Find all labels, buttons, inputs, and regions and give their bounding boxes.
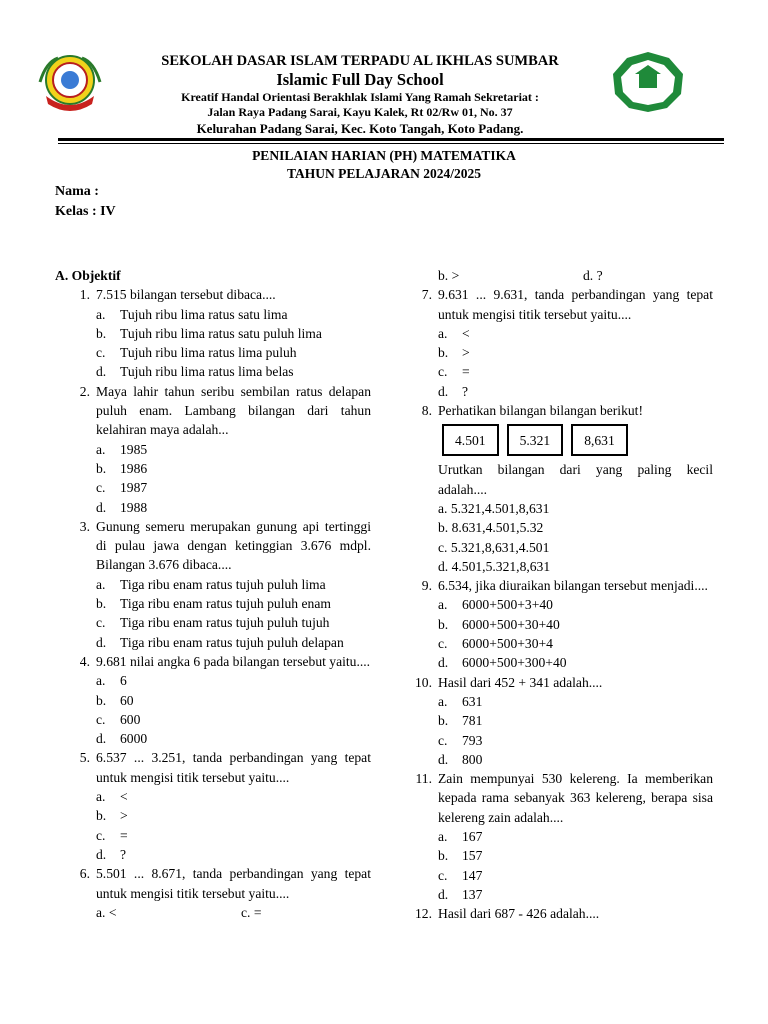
option-label: d. <box>96 634 107 650</box>
option-text: 800 <box>462 751 483 767</box>
question-number: 5. <box>79 750 90 766</box>
option-text: Tiga ribu enam ratus tujuh puluh tujuh <box>120 615 330 631</box>
question-text: Gunung semeru merupakan gunung api tertinggi di pulau jawa dengan ketinggian 3.676 mdpl. Bilangan 3.676 dibaca.... <box>96 518 371 573</box>
answer-option <box>55 671 371 690</box>
option-label: a. <box>438 693 448 709</box>
option-label: d. <box>438 886 449 902</box>
option-text: 6000 <box>120 731 148 747</box>
question-number: 12. <box>415 906 432 922</box>
question-number: 11. <box>415 771 432 787</box>
answer-option <box>55 845 371 864</box>
class-label: Kelas : IV <box>55 204 116 219</box>
answer-option <box>414 615 713 634</box>
question-9 <box>414 576 713 672</box>
option-label: c. <box>96 615 106 631</box>
option-label: a. <box>438 325 448 341</box>
option-text: 1988 <box>120 499 148 515</box>
answer-option <box>55 478 371 497</box>
question-stem <box>414 285 713 324</box>
question-number: 9. <box>421 578 432 594</box>
question-12 <box>414 904 713 923</box>
answer-option <box>414 692 713 711</box>
question-number: 3. <box>79 518 90 534</box>
number-boxes <box>414 424 713 456</box>
option-text: Tujuh ribu lima ratus lima belas <box>120 364 294 380</box>
question-text: Hasil dari 687 - 426 adalah.... <box>438 906 600 922</box>
answer-option <box>414 343 713 362</box>
option-text: 1985 <box>120 441 148 457</box>
school-logo-right <box>609 50 687 114</box>
exam-year: TAHUN PELAJARAN 2024/2025 <box>286 166 481 181</box>
answer-option <box>414 634 713 653</box>
name-label: Nama : <box>55 184 99 199</box>
option-label: b. <box>438 345 449 361</box>
question-text: Perhatikan bilangan bilangan berikut! <box>438 403 643 419</box>
option-label: c. <box>438 364 448 380</box>
option-text: < <box>120 789 128 805</box>
question-number: 8. <box>421 403 432 419</box>
header-divider-thick <box>58 138 724 141</box>
school-name: SEKOLAH DASAR ISLAM TERPADU AL IKHLAS SUMBAR <box>161 53 559 69</box>
answer-option <box>414 595 713 614</box>
question-8-instruction: Urutkan bilangan dari yang paling kecil <box>438 462 713 478</box>
option-text: = <box>462 364 470 380</box>
option-label: a. <box>96 306 106 322</box>
option-text: 137 <box>462 886 483 902</box>
left-column <box>55 266 371 922</box>
question-stem <box>55 285 371 304</box>
school-logo-left <box>36 52 104 114</box>
option-text: 631 <box>462 693 483 709</box>
answer-option <box>55 575 371 594</box>
option-label: a. <box>96 789 106 805</box>
answer-option <box>55 305 371 324</box>
option-label: c. <box>96 827 106 843</box>
number-box: 5.321 <box>507 424 564 456</box>
answer-option <box>414 846 713 865</box>
answer-option <box>55 440 371 459</box>
option-text: 60 <box>120 692 134 708</box>
school-subtitle: Islamic Full Day School <box>276 70 444 89</box>
question-stem <box>55 382 371 440</box>
question-text: Hasil dari 452 + 341 adalah.... <box>438 674 603 690</box>
option-text: 6 <box>120 673 127 689</box>
question-stem <box>414 576 713 595</box>
option-label: d. <box>438 751 449 767</box>
question-8 <box>414 401 713 420</box>
answer-option <box>55 498 371 517</box>
option-text: 6000+500+30+4 <box>462 636 553 652</box>
option-label: a. <box>438 829 448 845</box>
option-text: Tiga ribu enam ratus tujuh puluh delapan <box>120 634 344 650</box>
question-stem <box>55 517 371 575</box>
exam-title-block <box>0 147 768 183</box>
option-label: d. <box>96 499 107 515</box>
question-7 <box>414 285 713 401</box>
option-label: d. <box>96 846 107 862</box>
question-8-option: a. 5.321,4.501,8,631 <box>438 500 550 516</box>
question-stem <box>414 673 713 692</box>
option-text: ? <box>462 383 469 399</box>
option-text: 781 <box>462 713 483 729</box>
answer-option <box>414 362 713 381</box>
question-stem <box>55 864 371 903</box>
answer-option <box>55 710 371 729</box>
option-label: b. <box>96 460 107 476</box>
question-text: 5.501 ... 8.671, tanda perbandingan yang tepat untuk mengisi titik tersebut yaitu.... <box>96 866 371 901</box>
answer-option <box>55 613 371 632</box>
answer-option <box>414 731 713 750</box>
section-title: A. Objektif <box>55 268 121 283</box>
question-text: 6.534, jika diuraikan bilangan tersebut menjadi.... <box>438 578 708 594</box>
right-column <box>414 266 713 924</box>
question-8-option: c. 5.321,8,631,4.501 <box>438 539 550 555</box>
letterhead <box>0 0 768 150</box>
option-label: d. <box>438 655 449 671</box>
answer-option <box>414 750 713 769</box>
question-text: Zain mempunyai 530 kelereng. Ia memberikan kepada rama sebanyak 363 kelereng, berapa sisa kelereng zain adalah.... <box>438 771 713 825</box>
option-text: 157 <box>462 848 483 864</box>
question-8-option: d. 4.501,5.321,8,631 <box>438 558 551 574</box>
answer-option <box>414 711 713 730</box>
option-label: c. <box>438 732 448 748</box>
question-text: 6.537 ... 3.251, tanda perbandingan yang tepat untuk mengisi titik tersebut yaitu.... <box>96 750 371 785</box>
question-stem <box>55 748 371 787</box>
question-11 <box>414 769 713 904</box>
question-8-instruction-2: adalah.... <box>438 481 488 497</box>
question-text: 9.631 ... 9.631, tanda perbandingan yang tepat untuk mengisi titik tersebut yaitu.... <box>438 287 713 322</box>
question-6-options-cont <box>414 266 713 285</box>
option-label: c. <box>438 636 448 652</box>
option-text: 6000+500+300+40 <box>462 655 567 671</box>
option-text: 6000+500+3+40 <box>462 597 553 613</box>
answer-option <box>55 324 371 343</box>
option-text: c. = <box>241 904 262 920</box>
option-label: b. <box>96 808 107 824</box>
question-text: 7.515 bilangan tersebut dibaca.... <box>96 287 276 303</box>
answer-option <box>55 633 371 652</box>
option-text: > <box>120 808 128 824</box>
option-text: 6000+500+30+40 <box>462 616 560 632</box>
header-divider-thin <box>58 143 724 144</box>
option-label: a. < <box>96 904 117 920</box>
option-label: d. <box>438 383 449 399</box>
answer-option <box>55 594 371 613</box>
option-label: b. <box>96 692 107 708</box>
option-label: c. <box>96 711 106 727</box>
question-number: 4. <box>79 653 90 669</box>
question-6-options <box>55 903 371 922</box>
option-text: 1986 <box>120 460 148 476</box>
answer-option <box>414 324 713 343</box>
option-text: 600 <box>120 711 141 727</box>
answer-option <box>55 806 371 825</box>
option-text: 167 <box>462 829 483 845</box>
question-number: 10. <box>415 674 432 690</box>
school-address-1: Jalan Raya Padang Sarai, Kayu Kalek, Rt 02/Rw 01, No. 37 <box>207 105 513 119</box>
question-10 <box>414 673 713 769</box>
option-text: 1987 <box>120 480 148 496</box>
option-label: d. <box>96 731 107 747</box>
option-label: a. <box>96 673 106 689</box>
answer-option <box>414 653 713 672</box>
option-text: > <box>462 345 470 361</box>
question-stem <box>414 769 713 827</box>
option-d: d. ? <box>583 268 603 283</box>
option-text: Tujuh ribu lima ratus satu lima <box>120 306 288 322</box>
answer-option <box>55 787 371 806</box>
option-label: b. <box>96 596 107 612</box>
option-label: c. <box>96 480 106 496</box>
option-label: b. <box>96 325 107 341</box>
option-label: c. <box>96 345 106 361</box>
option-label: c. <box>438 867 448 883</box>
number-box: 4.501 <box>442 424 499 456</box>
option-text: 793 <box>462 732 483 748</box>
option-text: Tujuh ribu lima ratus lima puluh <box>120 345 297 361</box>
option-text: < <box>462 325 470 341</box>
option-label: d. <box>96 364 107 380</box>
answer-option <box>414 827 713 846</box>
answer-option <box>414 866 713 885</box>
question-number: 2. <box>79 383 90 399</box>
answer-option <box>55 343 371 362</box>
school-address-2: Kelurahan Padang Sarai, Kec. Koto Tangah, Koto Padang. <box>196 121 524 136</box>
question-list-left <box>55 285 371 903</box>
option-text: Tujuh ribu lima ratus satu puluh lima <box>120 325 322 341</box>
question-number: 1. <box>79 287 90 303</box>
answer-option <box>414 382 713 401</box>
school-motto: Kreatif Handal Orientasi Berakhlak Islami Yang Ramah Sekretariat : <box>181 90 539 104</box>
answer-option <box>55 362 371 381</box>
question-stem <box>55 652 371 671</box>
option-text: ? <box>120 846 127 862</box>
letterhead-text <box>110 52 610 137</box>
exam-title: PENILAIAN HARIAN (PH) MATEMATIKA <box>252 148 516 163</box>
option-text: Tiga ribu enam ratus tujuh puluh lima <box>120 576 326 592</box>
option-label: a. <box>438 597 448 613</box>
option-label: b. <box>438 616 449 632</box>
answer-option <box>414 885 713 904</box>
option-label: b. <box>438 848 449 864</box>
option-text: Tiga ribu enam ratus tujuh puluh enam <box>120 596 331 612</box>
answer-option <box>55 729 371 748</box>
number-box: 8,631 <box>571 424 628 456</box>
question-number: 6. <box>79 866 90 882</box>
answer-option <box>55 691 371 710</box>
option-text: 147 <box>462 867 483 883</box>
option-text: = <box>120 827 128 843</box>
option-label: a. <box>96 441 106 457</box>
answer-option <box>55 826 371 845</box>
question-number: 7. <box>421 287 432 303</box>
option-label: a. <box>96 576 106 592</box>
option-label: b. <box>438 713 449 729</box>
question-8-option: b. 8.631,4.501,5.32 <box>438 520 544 536</box>
answer-option <box>55 459 371 478</box>
option-b: b. > <box>438 268 460 283</box>
question-text: Maya lahir tahun seribu sembilan ratus delapan puluh enam. Lambang bilangan dari tahun kelahiran maya adalah... <box>96 383 371 438</box>
question-text: 9.681 nilai angka 6 pada bilangan tersebut yaitu.... <box>96 653 371 669</box>
